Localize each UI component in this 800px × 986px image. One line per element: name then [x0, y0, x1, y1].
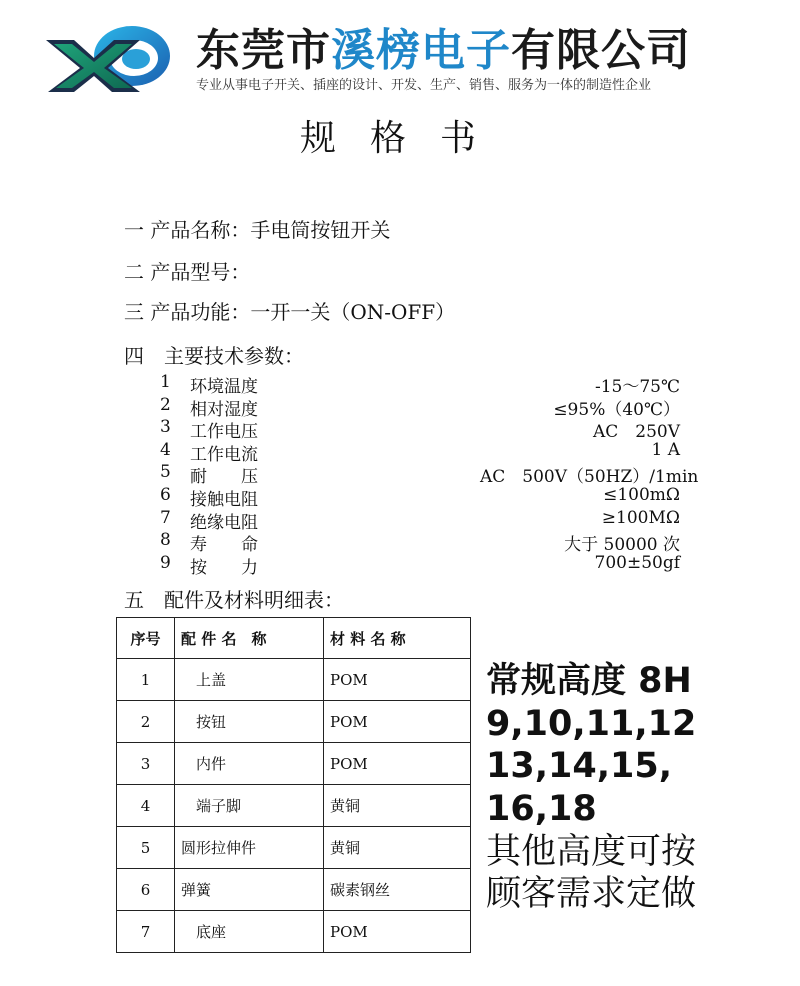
- param-value: 1 A: [651, 439, 680, 460]
- param-name: 相对湿度: [190, 399, 258, 420]
- table-row: [117, 785, 471, 827]
- company-logo-icon: [44, 18, 174, 94]
- cell-no: 3: [117, 743, 175, 785]
- company-name: [196, 14, 691, 78]
- cell-no: 2: [117, 701, 175, 743]
- parameter-row: [160, 395, 720, 418]
- cell-no: 4: [117, 785, 175, 827]
- cell-part: 弹簧: [175, 869, 324, 911]
- param-name: 环境温度: [190, 377, 258, 397]
- table-row: [117, 869, 471, 911]
- table-row: [117, 827, 471, 869]
- cell-no: 6: [117, 869, 175, 911]
- param-number: 6: [160, 484, 171, 505]
- parameter-row: [160, 462, 720, 488]
- param-number: 2: [160, 394, 171, 415]
- param-value: ≤100mΩ: [603, 484, 680, 505]
- table-row: [117, 911, 471, 953]
- cell-no: 5: [117, 827, 175, 869]
- note-line: 常规高度 8H: [486, 661, 692, 701]
- note-line: 16,18: [486, 789, 597, 830]
- cell-no: 1: [117, 659, 175, 701]
- parameter-list: [160, 372, 720, 578]
- cell-part: 按钮: [175, 701, 324, 743]
- note-line: 9,10,11,12: [486, 703, 697, 744]
- parameter-row: [160, 530, 720, 556]
- header-no: 序号: [117, 618, 175, 659]
- param-value: AC 500V（50HZ）/1min: [480, 467, 699, 488]
- height-note: [486, 660, 696, 916]
- param-value: 700±50gf: [594, 552, 680, 573]
- company-slogan: 专业从事电子开关、插座的设计、开发、生产、销售、服务为一体的制造性企业: [196, 78, 652, 93]
- cell-no: 7: [117, 911, 175, 953]
- cell-material: POM: [324, 743, 471, 785]
- parameter-row: [160, 553, 720, 576]
- parameter-row: [160, 372, 720, 395]
- cell-material: 黄铜: [324, 785, 471, 827]
- header-material: 材 料 名 称: [324, 618, 471, 659]
- header-part: 配 件 名 称: [175, 618, 324, 659]
- param-number: 5: [160, 462, 171, 483]
- section-product-function: 三 产品功能：一开一关（ON-OFF）: [124, 300, 456, 324]
- parameter-row: [160, 417, 720, 443]
- param-number: 9: [160, 552, 171, 573]
- cell-material: POM: [324, 659, 471, 701]
- param-number: 3: [160, 417, 171, 438]
- note-line: 其他高度可按: [486, 831, 697, 872]
- table-row: [117, 701, 471, 743]
- section-product-name: 一 产品名称：手电筒按钮开关: [124, 218, 391, 242]
- section-materials: 五 配件及材料明细表：: [124, 588, 344, 612]
- param-name: 接触电阻: [190, 489, 258, 510]
- param-name: 工作电流: [190, 444, 258, 465]
- param-value: ≤95%（40℃）: [553, 399, 680, 420]
- section-tech-params: 四 主要技术参数：: [124, 344, 304, 368]
- company-prefix: 东莞市: [196, 25, 331, 76]
- param-number: 8: [160, 530, 171, 551]
- param-value: -15～75℃: [594, 377, 680, 397]
- param-name: 按 力: [190, 557, 258, 578]
- param-value: 大于 50000 次: [564, 535, 680, 556]
- param-value: ≥100MΩ: [601, 507, 680, 528]
- document-title: 规格书: [300, 118, 511, 159]
- cell-part: 圆形拉伸件: [175, 827, 324, 869]
- param-number: 4: [160, 439, 171, 460]
- table-header-row: [117, 618, 471, 659]
- param-number: 7: [160, 507, 171, 528]
- cell-part: 上盖: [175, 659, 324, 701]
- cell-material: POM: [324, 701, 471, 743]
- cell-part: 内件: [175, 743, 324, 785]
- cell-material: 碳素钢丝: [324, 869, 471, 911]
- note-line: 13,14,15,: [486, 746, 673, 787]
- cell-material: 黄铜: [324, 827, 471, 869]
- materials-table: [116, 617, 471, 953]
- param-name: 工作电压: [190, 422, 258, 443]
- param-number: 1: [160, 372, 171, 392]
- cell-material: POM: [324, 911, 471, 953]
- section-product-model: 二 产品型号：: [124, 260, 251, 284]
- parameter-row: [160, 485, 720, 508]
- cell-part: 端子脚: [175, 785, 324, 827]
- parameter-row: [160, 508, 720, 531]
- cell-part: 底座: [175, 911, 324, 953]
- note-line: 顾客需求定做: [486, 874, 697, 915]
- param-name: 耐 压: [190, 467, 258, 488]
- param-value: AC 250V: [592, 422, 680, 443]
- param-name: 绝缘电阻: [190, 512, 258, 533]
- table-row: [117, 743, 471, 785]
- company-suffix: 有限公司: [511, 25, 691, 76]
- parameter-row: [160, 440, 720, 463]
- company-brand: 溪榜电子: [331, 25, 511, 76]
- table-row: [117, 659, 471, 701]
- param-name: 寿 命: [190, 535, 258, 556]
